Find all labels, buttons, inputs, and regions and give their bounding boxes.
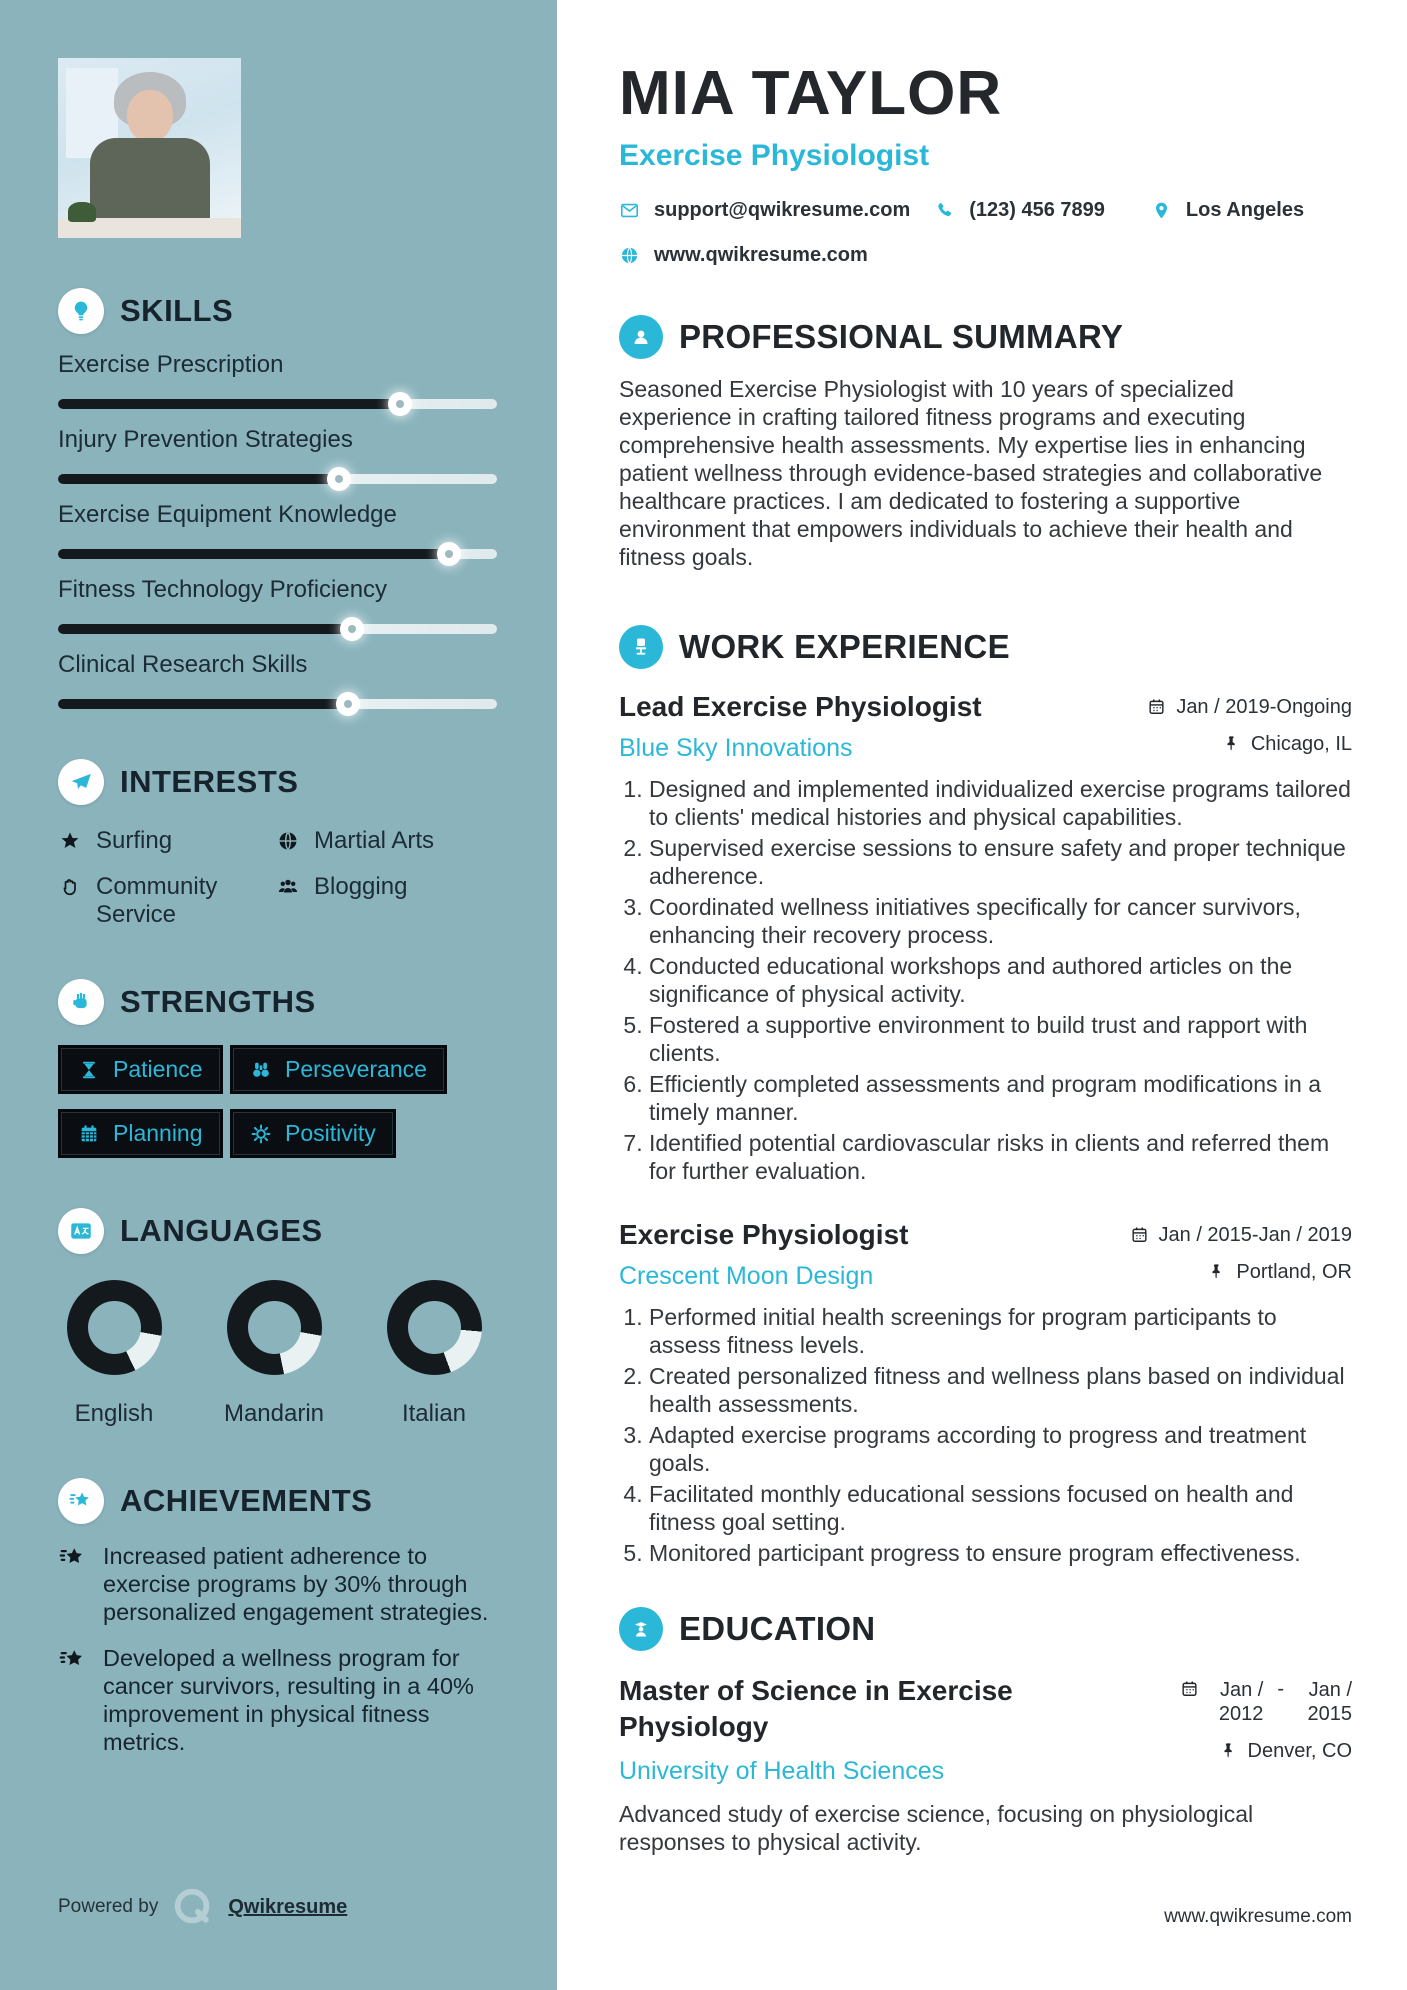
- strength-badge: [230, 1045, 447, 1094]
- education-dates: [1180, 1678, 1352, 1726]
- strengths-heading: STRENGTHS: [120, 984, 316, 1019]
- education-entry-header: [619, 1673, 1352, 1786]
- skills-section: [58, 288, 497, 709]
- photo-body: [90, 138, 210, 222]
- job-bullet: 4. Conducted educational workshops and authored articles on the significance of physical activity.: [649, 952, 1352, 1008]
- language-item: [218, 1280, 330, 1428]
- strength-label: Perseverance: [285, 1056, 427, 1082]
- strength-label: Planning: [113, 1120, 203, 1146]
- strength-label: Positivity: [285, 1120, 376, 1146]
- skill-progress-track[interactable]: [58, 699, 497, 709]
- strengths-section: [58, 979, 497, 1158]
- graduation-cap-icon: [619, 1607, 663, 1651]
- skill-bar-knob[interactable]: [340, 617, 364, 641]
- donut-hole: [408, 1301, 461, 1354]
- job-bullet: 6. Efficiently completed assessments and program modifications in a timely manner.: [649, 1070, 1352, 1126]
- languages-header: [58, 1208, 497, 1254]
- degree-name: Master of Science in Exercise Physiology: [619, 1675, 1013, 1742]
- interest-item: [276, 873, 497, 929]
- calendar-icon: [1180, 1679, 1199, 1698]
- language-item: [378, 1280, 490, 1428]
- job-bullet: 4. Facilitated monthly educational sessions focused on health and fitness goal setting.: [649, 1480, 1352, 1536]
- degree-block: [619, 1673, 1069, 1786]
- languages-list: [58, 1280, 497, 1428]
- person-job-title: Exercise Physiologist: [619, 139, 930, 172]
- footer-website: www.qwikresume.com: [1164, 1906, 1352, 1927]
- email-link[interactable]: support@qwikresume.com: [654, 199, 911, 221]
- achievement-item: [58, 1542, 497, 1626]
- sidebar: [0, 0, 557, 1990]
- work-title: WORK EXPERIENCE: [679, 628, 1010, 665]
- job-header: [619, 1219, 1352, 1291]
- pushpin-icon: [1219, 1741, 1238, 1760]
- skill-bar-fill: [58, 624, 352, 634]
- job-title: Lead Exercise Physiologist: [619, 691, 982, 722]
- summary-header: [619, 315, 1352, 359]
- education-title: EDUCATION: [679, 1610, 876, 1647]
- language-donut-ring: [67, 1280, 162, 1375]
- education-location: [1180, 1740, 1352, 1763]
- sun-icon: [250, 1123, 272, 1145]
- job-bullet: 1. Designed and implemented individualized exercise programs tailored to clients' medical histories and physical capabilities.: [649, 775, 1352, 831]
- interest-label: Blogging: [314, 873, 408, 900]
- skill-bar-fill: [58, 699, 348, 709]
- interests-list: [58, 827, 497, 929]
- interest-item: [58, 873, 276, 929]
- skill-label: Exercise Equipment Knowledge: [58, 501, 397, 528]
- qwikresume-link[interactable]: Qwikresume: [228, 1895, 348, 1918]
- job-dates-text: Jan / 2015-Jan / 2019: [1158, 1224, 1352, 1246]
- skill-progress-track[interactable]: [58, 549, 497, 559]
- job-meta: [1130, 1219, 1352, 1291]
- interest-label: Martial Arts: [314, 827, 435, 854]
- skill-bar-knob[interactable]: [388, 392, 412, 416]
- language-donut-ring: [387, 1280, 482, 1375]
- skill-label: Clinical Research Skills: [58, 651, 308, 678]
- languages-section: [58, 1208, 497, 1428]
- contact-row: [619, 199, 1352, 222]
- skill-bar-fill: [58, 549, 449, 559]
- calendar-icon: [78, 1123, 100, 1145]
- job-company: Crescent Moon Design: [619, 1262, 874, 1290]
- map-pin-icon: [1151, 200, 1172, 221]
- calendar-icon: [1130, 1225, 1149, 1244]
- office-chair-icon: [619, 625, 663, 669]
- location-text: Los Angeles: [1185, 199, 1305, 221]
- education-description: Advanced study of exercise science, focusing on physiological responses to physical activity.: [619, 1801, 1254, 1855]
- binoculars-icon: [250, 1059, 272, 1081]
- strength-badge: [58, 1109, 223, 1158]
- strength-label: Patience: [113, 1056, 203, 1082]
- interests-section: [58, 759, 497, 929]
- education-section: [619, 1607, 1352, 1856]
- job-dates-text: Jan / 2019-Ongoing: [1176, 696, 1352, 718]
- skill-bar-knob[interactable]: [327, 467, 351, 491]
- calendar-icon: [1147, 697, 1166, 716]
- shooting-star-icon: [58, 1543, 88, 1573]
- skills-heading: SKILLS: [120, 293, 234, 328]
- education-location-text: Denver, CO: [1247, 1740, 1352, 1762]
- star-icon: [58, 829, 82, 853]
- language-label: Italian: [401, 1400, 467, 1427]
- profile-photo: [58, 58, 241, 238]
- skill-bar-fill: [58, 399, 400, 409]
- job-header: [619, 691, 1352, 763]
- photo-plant: [68, 202, 96, 222]
- phone-contact: [934, 199, 1105, 222]
- skill-bar-knob[interactable]: [336, 692, 360, 716]
- school-name: University of Health Sciences: [619, 1757, 945, 1785]
- skill-progress-track[interactable]: [58, 624, 497, 634]
- globe-icon: [619, 245, 640, 266]
- skill-label: Exercise Prescription: [58, 351, 284, 378]
- location-contact: [1151, 199, 1304, 222]
- strength-badge: [58, 1045, 223, 1094]
- job-bullet: 5. Fostered a supportive environment to build trust and rapport with clients.: [649, 1011, 1352, 1067]
- education-header: [619, 1607, 1352, 1651]
- skill-item: [58, 426, 497, 484]
- pushpin-icon: [1207, 1262, 1226, 1281]
- lightbulb-icon: [58, 288, 104, 334]
- achievement-text: Increased patient adherence to exercise programs by 30% through personalized engagement strategies.: [103, 1543, 489, 1625]
- skill-bar-knob[interactable]: [437, 542, 461, 566]
- achievements-section: [58, 1478, 497, 1756]
- person-name: MIA TAYLOR: [619, 59, 1003, 128]
- hand-icon: [58, 875, 82, 899]
- skill-bar-fill: [58, 474, 339, 484]
- phone-number: (123) 456 7899: [969, 199, 1105, 221]
- users-icon: [276, 875, 300, 899]
- powered-by-label: Powered by: [58, 1896, 159, 1917]
- job-bullet-list: [619, 775, 1352, 1185]
- qwikresume-logo-icon: [170, 1884, 216, 1930]
- interest-label: Surfing: [96, 827, 173, 854]
- job-dates: [1147, 696, 1352, 719]
- translate-icon: [58, 1208, 104, 1254]
- job-bullet: 7. Identified potential cardiovascular risks in clients and referred them for further evaluation.: [649, 1129, 1352, 1185]
- education-date-end: Jan / 2015: [1307, 1679, 1352, 1725]
- skill-item: [58, 651, 497, 709]
- main-content: [557, 0, 1407, 1990]
- donut-hole: [88, 1301, 141, 1354]
- job-title: Exercise Physiologist: [619, 1219, 909, 1250]
- summary-section: [619, 315, 1352, 571]
- pushpin-icon: [1222, 734, 1241, 753]
- language-donut-ring: [227, 1280, 322, 1375]
- job-title-block: [619, 1219, 908, 1291]
- job-location: [1147, 733, 1352, 756]
- job-location: [1130, 1261, 1352, 1284]
- language-label: Mandarin: [223, 1400, 325, 1427]
- strength-badge: [230, 1109, 396, 1158]
- shooting-star-icon: [58, 1478, 104, 1524]
- summary-text: Seasoned Exercise Physiologist with 10 years of specialized experience in crafting tailored fitness programs and executing comprehensive health assessments. My expertise lies in enhancing patient wellness through evidence-based strategies and collaborative healthcare practices. I am dedicated to fostering a supportive environment that empowers individuals to achieve their health and fitness goals.: [619, 376, 1323, 570]
- website-link[interactable]: www.qwikresume.com: [654, 244, 868, 266]
- envelope-icon: [619, 200, 640, 221]
- education-date-separator: -: [1277, 1678, 1284, 1700]
- strengths-list: [58, 1045, 497, 1158]
- contact-row: [619, 244, 1352, 267]
- job-title-block: [619, 691, 982, 763]
- education-meta: [1180, 1673, 1352, 1786]
- paper-plane-icon: [58, 759, 104, 805]
- job-bullet: 5. Monitored participant progress to ensure program effectiveness.: [649, 1539, 1352, 1567]
- donut-hole: [248, 1301, 301, 1354]
- skills-header: [58, 288, 497, 334]
- skill-progress-track[interactable]: [58, 399, 497, 409]
- interests-heading: INTERESTS: [120, 764, 299, 799]
- fist-icon: [58, 979, 104, 1025]
- phone-icon: [934, 200, 955, 221]
- job-bullet: 3. Adapted exercise programs according to progress and treatment goals.: [649, 1421, 1352, 1477]
- achievements-header: [58, 1478, 497, 1524]
- sidebar-footer: [58, 1884, 347, 1930]
- skill-label: Injury Prevention Strategies: [58, 426, 353, 453]
- interest-item: [58, 827, 276, 855]
- shooting-star-icon: [58, 1645, 88, 1675]
- work-header: [619, 625, 1352, 669]
- achievements-list: [58, 1542, 497, 1756]
- job-bullet: 1. Performed initial health screenings for program participants to assess fitness levels.: [649, 1303, 1352, 1359]
- skill-progress-track[interactable]: [58, 474, 497, 484]
- job-bullet-list: [619, 1303, 1352, 1567]
- skill-label: Fitness Technology Proficiency: [58, 576, 388, 603]
- achievement-item: [58, 1644, 497, 1756]
- job-bullet: 2. Supervised exercise sessions to ensure safety and proper technique adherence.: [649, 834, 1352, 890]
- strengths-header: [58, 979, 497, 1025]
- job-bullet: 2. Created personalized fitness and wellness plans based on individual health assessments.: [649, 1362, 1352, 1418]
- interest-label: Community Service: [96, 873, 218, 928]
- skill-item: [58, 501, 497, 559]
- job-dates: [1130, 1224, 1352, 1247]
- interest-item: [276, 827, 497, 855]
- job-meta: [1147, 691, 1352, 763]
- skill-item: [58, 351, 497, 409]
- website-contact: [619, 244, 868, 267]
- job-company: Blue Sky Innovations: [619, 734, 853, 762]
- globe-icon: [276, 829, 300, 853]
- education-date-start: Jan / 2012: [1218, 1679, 1264, 1725]
- languages-heading: LANGUAGES: [120, 1213, 323, 1248]
- photo-face: [127, 90, 173, 142]
- job-location-text: Chicago, IL: [1250, 733, 1352, 755]
- summary-title: PROFESSIONAL SUMMARY: [679, 318, 1124, 355]
- achievement-text: Developed a wellness program for cancer survivors, resulting in a 40% improvement in physical fitness metrics.: [103, 1645, 474, 1755]
- work-experience-section: [619, 625, 1352, 1567]
- skills-list: [58, 351, 497, 709]
- hourglass-icon: [78, 1059, 100, 1081]
- language-item: [58, 1280, 170, 1428]
- job-location-text: Portland, OR: [1236, 1261, 1352, 1283]
- job-bullet: 3. Coordinated wellness initiatives specifically for cancer survivors, enhancing their recovery process.: [649, 893, 1352, 949]
- language-label: English: [74, 1400, 154, 1427]
- skill-item: [58, 576, 497, 634]
- achievements-heading: ACHIEVEMENTS: [120, 1483, 373, 1518]
- email-contact: [619, 199, 910, 222]
- user-icon: [619, 315, 663, 359]
- interests-header: [58, 759, 497, 805]
